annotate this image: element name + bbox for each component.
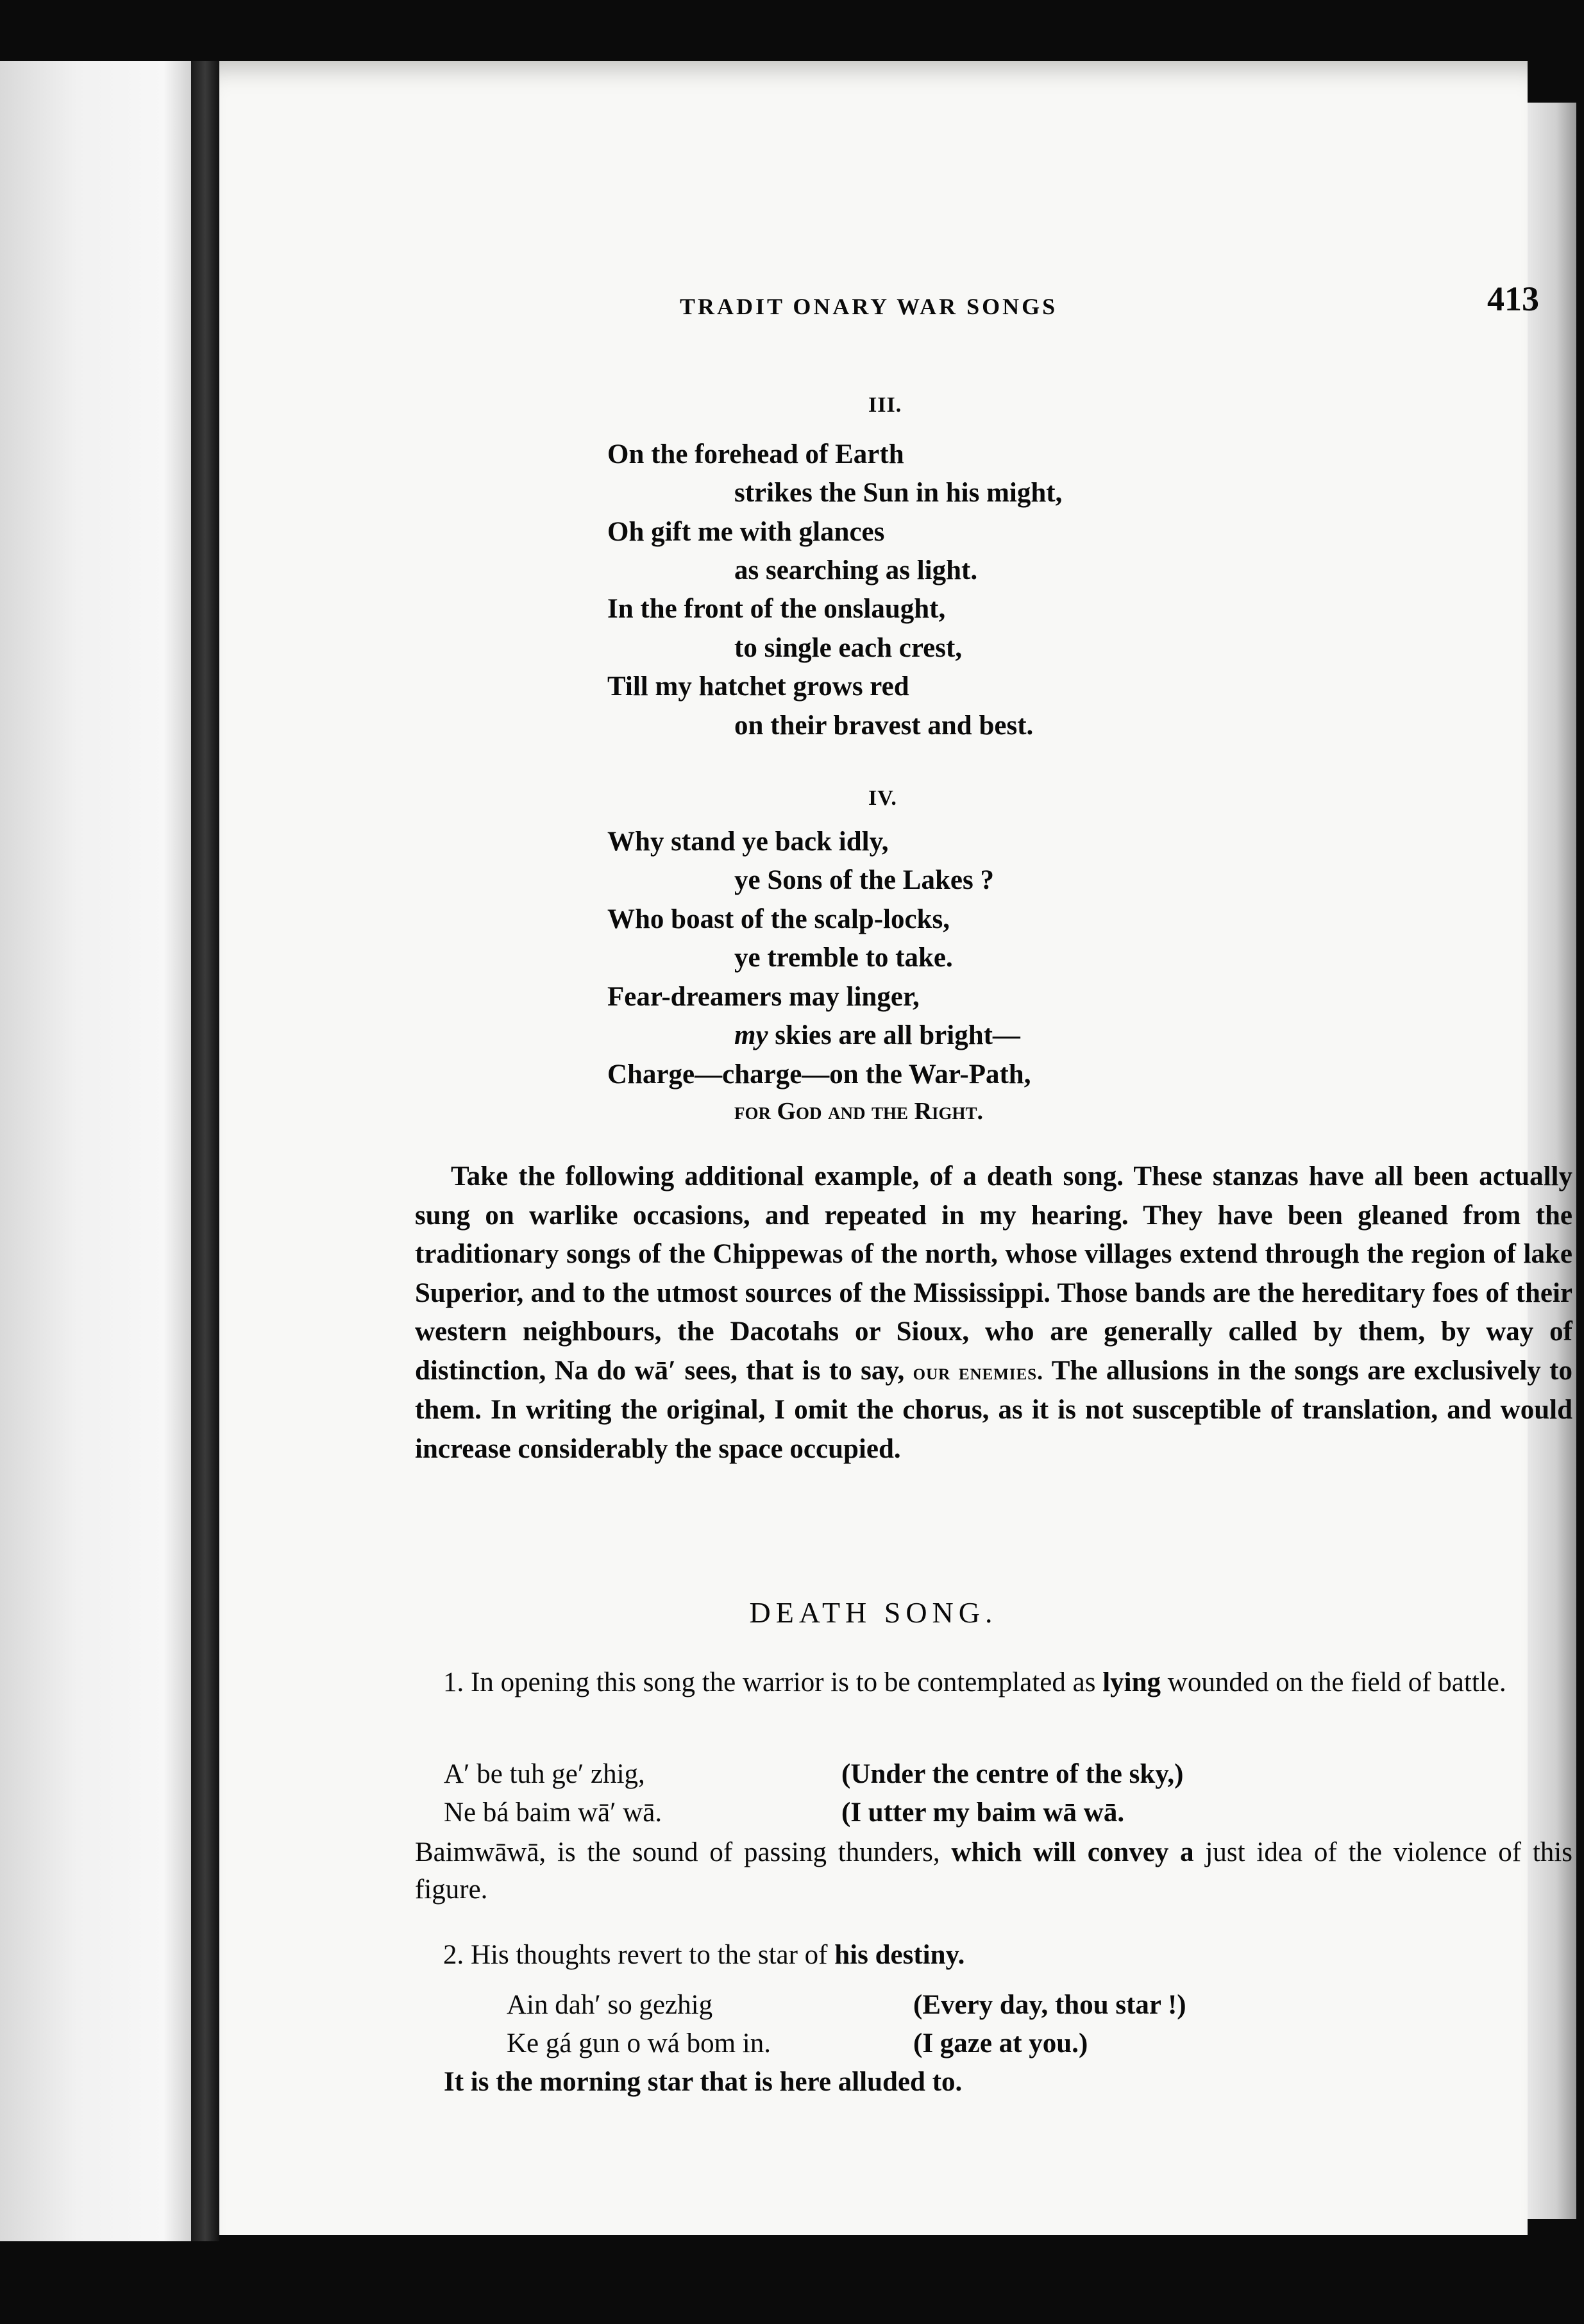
ojibwe-line: Ne bá baim wā′ wā. <box>444 1798 662 1828</box>
italic-word: my <box>734 1020 768 1050</box>
verse-1-text-a: 1. In opening this song the warrior is to be contemplated as <box>443 1667 1103 1697</box>
verse-line: to single each crest, <box>734 633 963 663</box>
stanza-numeral-iii: III. <box>868 393 902 417</box>
prose-paragraph <box>415 1158 1572 1469</box>
book-page <box>219 61 1572 2235</box>
page-header <box>680 274 1539 338</box>
verse-1-text-b: lying <box>1102 1667 1161 1697</box>
translation-line: (Under the centre of the sky,) <box>841 1759 1184 1789</box>
ojibwe-line: Ain dah′ so gezhig <box>507 1990 713 2020</box>
translation-line: (I utter my baim wā wā. <box>841 1798 1125 1828</box>
verse-line: ye Sons of the Lakes ? <box>734 865 994 895</box>
verse-line: Fear-dreamers may linger, <box>607 982 920 1012</box>
verse-1-note <box>415 1834 1572 1908</box>
ojibwe-line: Ke gá gun o wá bom in. <box>507 2028 771 2059</box>
book-gutter <box>191 61 219 2241</box>
verse-line: strikes the Sun in his might, <box>734 478 1063 508</box>
verse-line: In the front of the onslaught, <box>607 594 946 624</box>
prose-small-caps: our enemies. <box>913 1358 1044 1385</box>
verse-1-text-c: wounded on the field of battle. <box>1161 1667 1506 1697</box>
verse-1-note-a: Baimwāwā, is the sound of passing thunders, <box>415 1837 952 1867</box>
verse-1-intro <box>415 1664 1572 1701</box>
verse-line-rest: skies are all bright— <box>775 1020 1020 1050</box>
section-heading: DEATH SONG. <box>749 1596 998 1629</box>
ojibwe-line: A′ be tuh ge′ zhig, <box>444 1759 645 1789</box>
facing-page-edge <box>0 61 192 2241</box>
verse-line: Oh gift me with glances <box>607 517 885 547</box>
stanza-numeral-iv: IV. <box>868 786 897 810</box>
verse-line-small-caps: for God and the Right. <box>734 1098 984 1125</box>
translation-line: (Every day, thou star !) <box>913 1990 1186 2020</box>
verse-line: Who boast of the scalp-locks, <box>607 904 950 934</box>
verse-line-my-skies <box>734 1022 1020 1049</box>
verse-line: On the forehead of Earth <box>607 439 904 469</box>
verse-line: Charge—charge—on the War-Path, <box>607 1059 1031 1090</box>
prose-text-b: The allusions in the songs are exclusively to them. In writing the original, I omit the chorus, as it is not susceptible of translation, and would increase considerably the space occupied. <box>415 1355 1572 1464</box>
verse-line: Till my hatchet grows red <box>607 671 909 702</box>
prose-text-a: Take the following additional example, of a death song. These stanzas have all been actually sung on warlike occasions, and repeated in my hearing. They have been gleaned from the traditionary songs of the Chippewas of the north, whose villages extend through the region of lake Superior, and to the utmost sources of the Mississippi. Those bands are the hereditary foes of their western neighbours, the Dacotahs or Sioux, who are generally called by them, by way of distinction, Na do wā′ sees, that is to say, <box>415 1161 1572 1386</box>
verse-line: ye tremble to take. <box>734 943 953 973</box>
verse-2-text-a: 2. His thoughts revert to the star of <box>443 1940 835 1970</box>
running-head: TRADIT ONARY WAR SONGS <box>680 294 1058 319</box>
translation-line: (I gaze at you.) <box>913 2028 1088 2059</box>
verse-line: as searching as light. <box>734 555 978 585</box>
page-content <box>219 61 1572 2235</box>
verse-2-intro <box>415 1937 1572 1974</box>
page-number: 413 <box>1487 280 1539 318</box>
verse-1-note-b: which will convey a <box>951 1837 1194 1867</box>
verse-2-note: It is the morning star that is here alluded to. <box>444 2067 963 2097</box>
verse-line: on their bravest and best. <box>734 711 1034 741</box>
verse-1-note-c: just idea of the violence of this figure. <box>415 1837 1572 1905</box>
verse-2-text-b: his destiny. <box>834 1940 965 1970</box>
verse-line: Why stand ye back idly, <box>607 827 889 857</box>
